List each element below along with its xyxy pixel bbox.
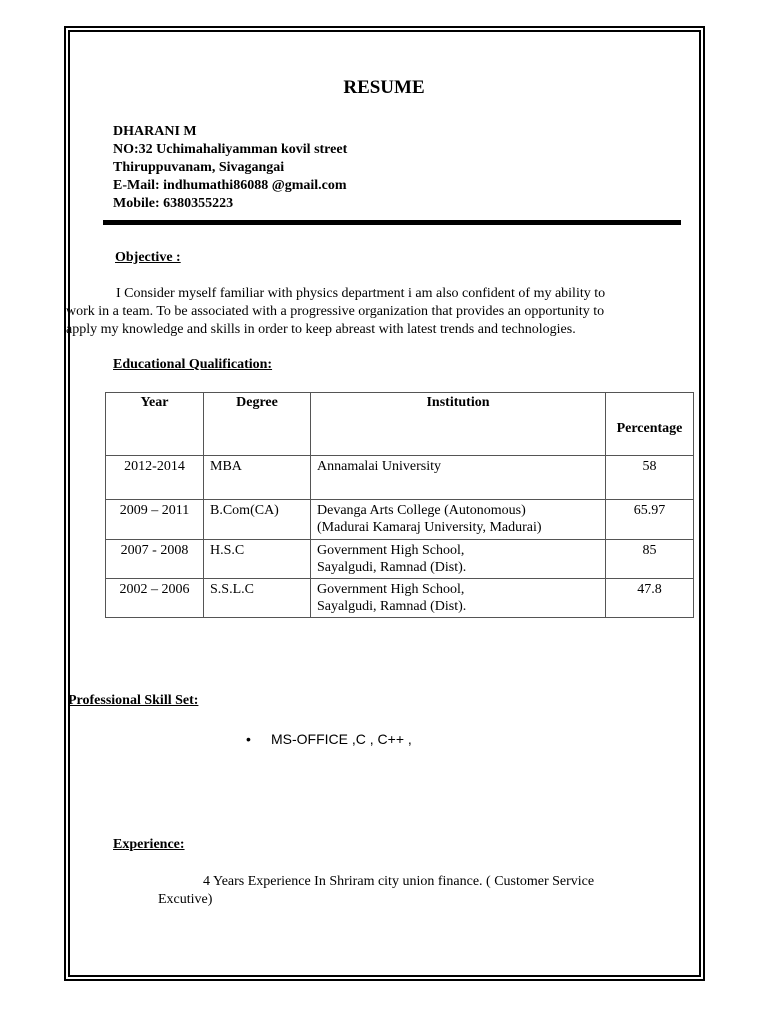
institution-line: Government High School,: [317, 543, 465, 558]
institution-line: Sayalgudi, Ramnad (Dist).: [317, 599, 467, 614]
cell-degree: MBA: [204, 456, 311, 500]
institution-line: Devanga Arts College (Autonomous): [317, 503, 526, 518]
contact-block: [113, 123, 347, 213]
table-row: [106, 579, 694, 618]
skill-text: MS-OFFICE ,C , C++ ,: [271, 731, 412, 747]
cell-percentage: 65.97: [606, 500, 694, 540]
cell-institution: [311, 540, 606, 579]
education-table: [105, 392, 694, 618]
experience-line: 4 Years Experience In Shriram city union finance. ( Customer Service: [203, 874, 595, 889]
experience-text: [158, 873, 594, 909]
cell-year: 2007 - 2008: [106, 540, 204, 579]
cell-percentage: 58: [606, 456, 694, 500]
cell-percentage: 85: [606, 540, 694, 579]
cell-degree: B.Com(CA): [204, 500, 311, 540]
table-row: [106, 456, 694, 500]
address-line-2: Thiruppuvanam, Sivagangai: [113, 160, 285, 175]
cell-year: 2009 – 2011: [106, 500, 204, 540]
candidate-name: DHARANI M: [113, 124, 197, 139]
objective-line: work in a team. To be associated with a progressive organization that provides an opportunity to: [66, 304, 605, 319]
institution-line: Sayalgudi, Ramnad (Dist).: [317, 560, 467, 575]
cell-year: 2012-2014: [106, 456, 204, 500]
table-row: [106, 540, 694, 579]
address-line-1: NO:32 Uchimahaliyamman kovil street: [113, 142, 348, 157]
table-row: [106, 500, 694, 540]
header-year: Year: [106, 393, 204, 456]
header-percentage: Percentage: [606, 393, 694, 456]
objective-line: I Consider myself familiar with physics department i am also confident of my ability to: [116, 286, 606, 301]
cell-institution: [311, 500, 606, 540]
header-divider: [103, 220, 681, 225]
experience-heading: Experience:: [113, 837, 185, 852]
experience-line: Excutive): [158, 892, 213, 907]
objective-line: apply my knowledge and skills in order to keep abreast with latest trends and technologies.: [66, 322, 576, 337]
header-degree: Degree: [204, 393, 311, 456]
table-header-row: [106, 393, 694, 456]
bullet-icon: •: [246, 731, 251, 747]
cell-degree: H.S.C: [204, 540, 311, 579]
header-institution: Institution: [311, 393, 606, 456]
institution-line: Government High School,: [317, 582, 465, 597]
skill-list-item: [246, 731, 412, 747]
institution-line: (Madurai Kamaraj University, Madurai): [317, 520, 542, 535]
cell-percentage: 47.8: [606, 579, 694, 618]
institution-line: Annamalai University: [317, 459, 442, 474]
email: E-Mail: indhumathi86088 @gmail.com: [113, 178, 347, 193]
cell-degree: S.S.L.C: [204, 579, 311, 618]
cell-institution: [311, 456, 606, 500]
cell-institution: [311, 579, 606, 618]
objective-heading: Objective :: [115, 250, 181, 265]
cell-year: 2002 – 2006: [106, 579, 204, 618]
resume-title: RESUME: [343, 77, 425, 98]
mobile: Mobile: 6380355223: [113, 196, 234, 211]
education-heading: Educational Qualification:: [113, 357, 273, 372]
objective-text: [66, 285, 666, 339]
skills-heading: Professional Skill Set:: [68, 693, 199, 708]
